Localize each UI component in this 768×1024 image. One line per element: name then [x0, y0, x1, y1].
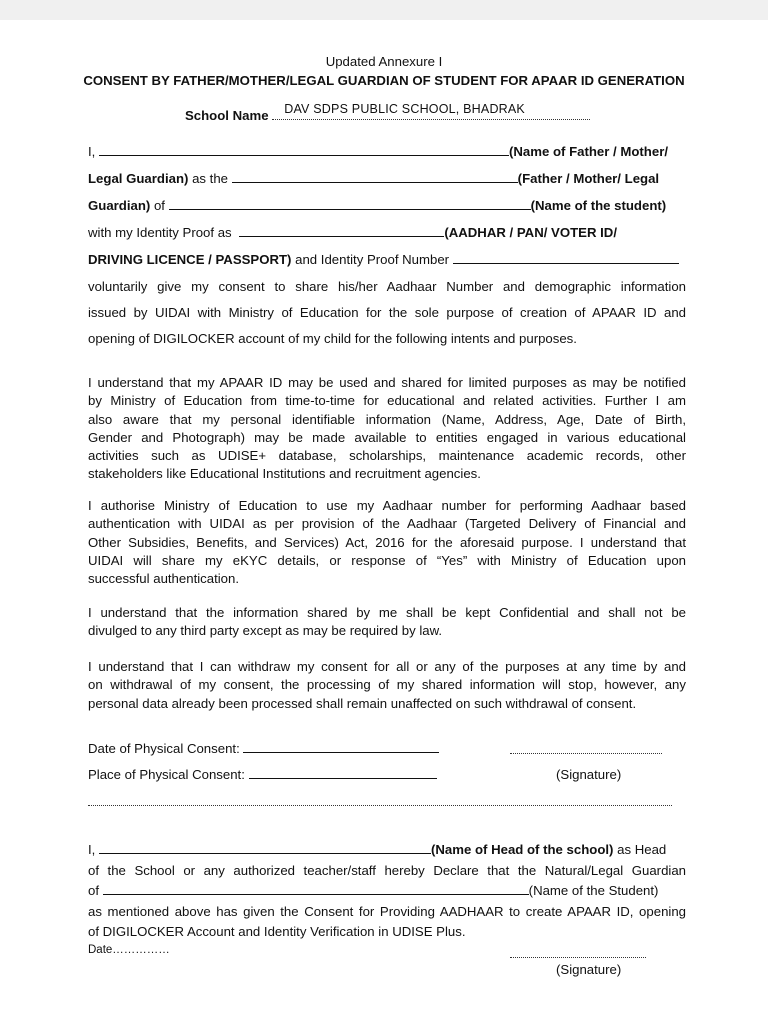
head-signature-line[interactable]: [510, 946, 646, 958]
form-title: CONSENT BY FATHER/MOTHER/LEGAL GUARDIAN OF STUDENT FOR APAAR ID GENERATION: [83, 73, 685, 88]
consent-line-7: issued by UIDAI with Ministry of Education for the sole purpose of creation of APAAR ID and: [88, 305, 686, 320]
paragraph-apaar-usage: I understand that my APAAR ID may be used and shared for limited purposes as may be notified by Ministry of Education from time-to-time for educational and related activities. Further I am also aware that my personal identifiable information (Name, Address, Age, Date of Birth, Gender and Photograph) may be made available to entities engaged in various educational activities such as UDISE+ database, scholarships, maintenance academic records, other stakeholders like Educational Institutions and recruitment agencies.: [88, 375, 686, 482]
head-line-2: of the School or any authorized teacher/staff hereby Declare that the Natural/Legal Guardian: [88, 863, 686, 878]
school-name-label: School Name DAV SDPS PUBLIC SCHOOL, BHADRAK: [185, 108, 590, 123]
paragraph-confidentiality: I understand that the information shared by me shall be kept Confidential and shall not be divulged to any third party except as may be required by law.: [88, 605, 686, 639]
head-date-field[interactable]: Date……………: [88, 944, 170, 956]
consent-line-1: I, (Name of Father / Mother/: [88, 144, 668, 159]
head-line-4: as mentioned above has given the Consent for Providing AADHAAR to create APAAR ID, opening: [88, 904, 686, 919]
identity-proof-number-field[interactable]: [453, 252, 679, 264]
parent-name-field[interactable]: [99, 144, 509, 156]
signature-caption: (Signature): [556, 767, 622, 782]
physical-consent-date-row: Date of Physical Consent:: [88, 741, 439, 756]
paragraph-withdrawal: I understand that I can withdraw my consent for all or any of the purposes at any time by and on withdrawal of my consent, the processing of my shared information will stop, however, any personal data already been processed shall remain unaffected on such withdrawal of consent.: [88, 659, 686, 711]
relation-field[interactable]: [232, 171, 518, 183]
head-line-1: I, (Name of Head of the school) as Head: [88, 842, 667, 857]
section-divider: [88, 795, 672, 806]
consent-line-3: Guardian) of (Name of the student): [88, 198, 667, 213]
physical-consent-place-row: Place of Physical Consent:: [88, 767, 437, 782]
identity-proof-field[interactable]: [239, 225, 444, 237]
head-name-field[interactable]: [99, 842, 431, 854]
consent-line-4: with my Identity Proof as (AADHAR / PAN/ VOTER ID/: [88, 225, 617, 240]
consent-place-field[interactable]: [249, 767, 437, 779]
consent-line-8: opening of DIGILOCKER account of my child for the following intents and purposes.: [88, 331, 577, 346]
consent-line-6: voluntarily give my consent to share his/her Aadhaar Number and demographic information: [88, 279, 686, 294]
declared-student-name-field[interactable]: [103, 883, 529, 895]
head-signature-caption: (Signature): [556, 962, 622, 977]
viewer-top-bar: [0, 0, 768, 20]
student-name-field[interactable]: [169, 198, 531, 210]
consent-line-2: Legal Guardian) as the (Father / Mother/ Legal: [88, 171, 660, 186]
head-line-3: of (Name of the Student): [88, 883, 659, 898]
paragraph-aadhaar-authentication: I authorise Ministry of Education to use my Aadhaar number for performing Aadhaar based authentication with UIDAI as per provision of the Aadhaar (Targeted Delivery of Financial and Other Subsidies, Benefits, and Services) Act, 2016 for the aforesaid purpose. I understand that UIDAI will share my eKYC details, or response of “Yes” with Ministry of Education upon successful authentication.: [88, 498, 686, 587]
consent-date-field[interactable]: [243, 741, 439, 753]
consent-line-5: DRIVING LICENCE / PASSPORT) and Identity Proof Number: [88, 252, 679, 267]
head-line-5: of DIGILOCKER Account and Identity Verification in UDISE Plus.: [88, 924, 466, 939]
school-name-value: DAV SDPS PUBLIC SCHOOL, BHADRAK: [284, 102, 525, 116]
annexure-label: Updated Annexure I: [325, 54, 443, 69]
signature-line[interactable]: [510, 742, 662, 754]
